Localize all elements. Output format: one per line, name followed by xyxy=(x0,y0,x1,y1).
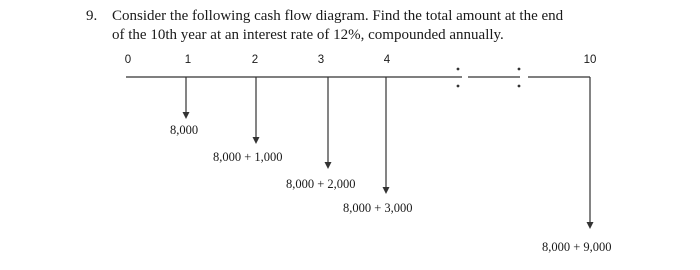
axis-break-dot xyxy=(457,85,460,88)
time-label-10: 10 xyxy=(583,54,597,66)
cash-flow-arrow-year-10 xyxy=(587,77,594,229)
cash-flow-label-year-4: 8,000 + 3,000 xyxy=(343,201,413,215)
cash-flow-label-year-10: 8,000 + 9,000 xyxy=(542,240,612,254)
time-label-1: 1 xyxy=(184,54,192,66)
question-number: 9. xyxy=(86,8,98,24)
time-label-4: 4 xyxy=(383,54,391,66)
cash-flow-label-year-2: 8,000 + 1,000 xyxy=(213,150,283,164)
cash-flow-arrow-year-3 xyxy=(325,77,332,169)
cash-flow-arrow-year-1 xyxy=(183,77,190,119)
question-text-line-1: Consider the following cash flow diagram. Find the total amount at the end xyxy=(112,8,564,24)
axis-break-dot xyxy=(518,85,521,88)
cash-flow-label-year-3: 8,000 + 2,000 xyxy=(286,177,356,191)
axis-break-dot xyxy=(518,68,521,71)
time-label-0: 0 xyxy=(124,54,132,66)
cash-flow-label-year-1: 8,000 xyxy=(170,123,199,137)
time-label-3: 3 xyxy=(317,54,325,66)
question-text-line-2: of the 10th year at an interest rate of 12%, compounded annually. xyxy=(112,27,504,43)
axis-break-dot xyxy=(457,68,460,71)
cash-flow-arrow-year-2 xyxy=(253,77,260,144)
cash-flow-arrow-year-4 xyxy=(383,77,390,194)
time-label-2: 2 xyxy=(251,54,259,66)
